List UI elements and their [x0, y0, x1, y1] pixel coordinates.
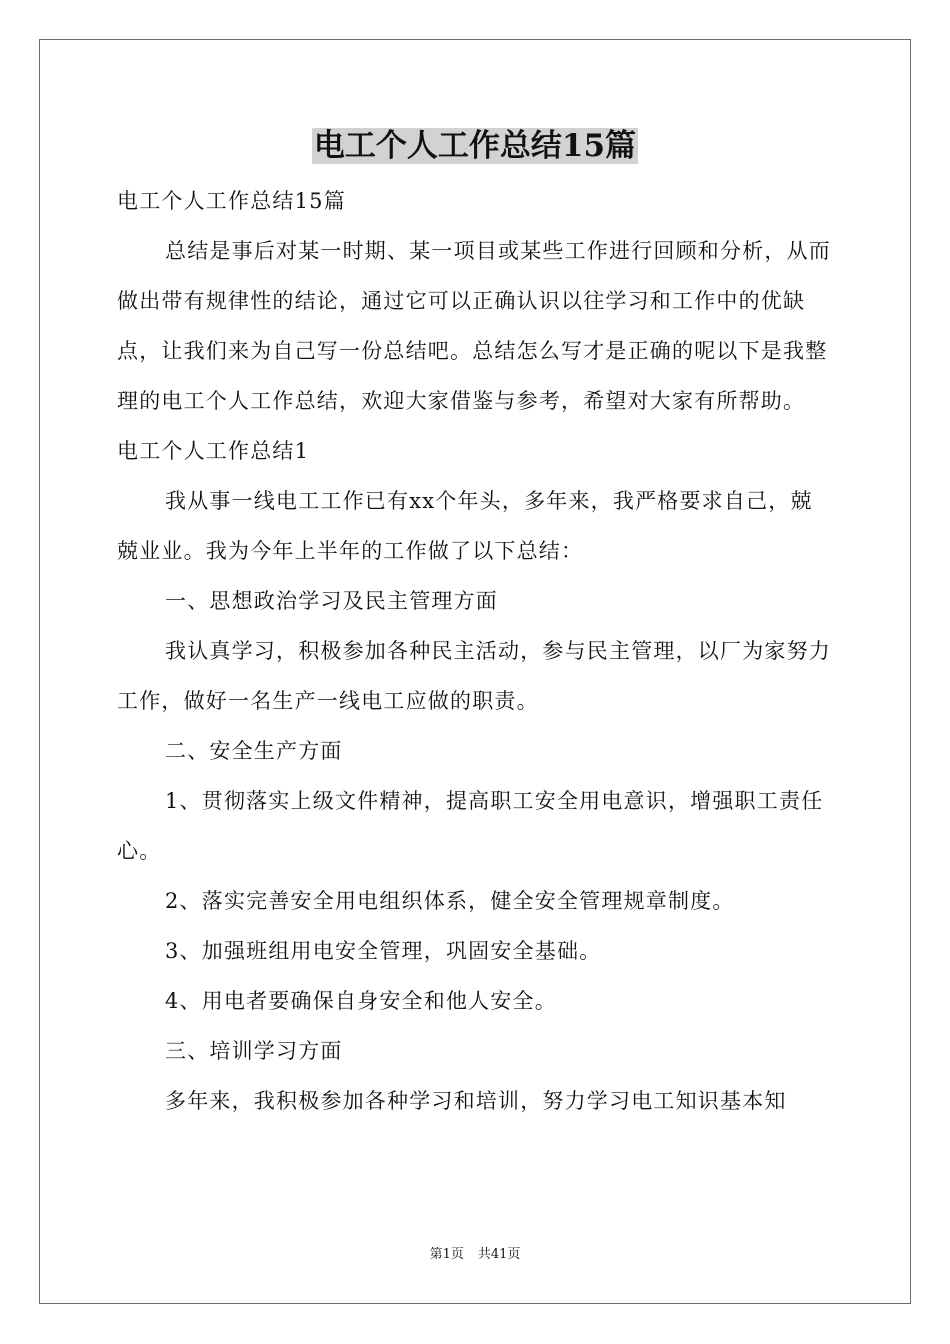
- list-item: 3、加强班组用电安全管理，巩固安全基础。: [165, 939, 602, 963]
- document-title-text: 电工个人工作总结15篇: [313, 128, 637, 164]
- paragraph: 我认真学习，积极参加各种民主活动，参与民主管理，以厂为家努力工作，做好一名生产一线电工应做的职责。: [117, 639, 831, 713]
- paragraph-intro: 总结是事后对某一时期、某一项目或某些工作进行回顾和分析，从而做出带有规律性的结论，通过它可以正确认识以往学习和工作中的优缺点，让我们来为自己写一份总结吧。总结怎么写才是正确的呢以下是我整理的电工个人工作总结，欢迎大家借鉴与参考，希望对大家有所帮助。: [117, 239, 831, 413]
- document-title: [0, 124, 950, 168]
- document-body: [117, 176, 833, 1126]
- paragraph-subtitle: 电工个人工作总结15篇: [117, 189, 346, 213]
- section-heading-1: 电工个人工作总结1: [117, 439, 310, 463]
- list-item: 1、贯彻落实上级文件精神，提高职工安全用电意识，增强职工责任心。: [117, 789, 824, 863]
- subsection-heading: 一、思想政治学习及民主管理方面: [165, 589, 498, 613]
- paragraph: 多年来，我积极参加各种学习和培训，努力学习电工知识基本知: [165, 1089, 787, 1113]
- subsection-heading: 二、安全生产方面: [165, 739, 343, 763]
- page-footer: [0, 1245, 950, 1265]
- page-total: 共41页: [477, 1247, 521, 1262]
- page-number: 第1页: [429, 1247, 464, 1262]
- list-item: 4、用电者要确保自身安全和他人安全。: [165, 989, 557, 1013]
- paragraph: 我从事一线电工工作已有xx个年头，多年来，我严格要求自己，兢兢业业。我为今年上半年的工作做了以下总结：: [117, 489, 813, 563]
- subsection-heading: 三、培训学习方面: [165, 1039, 343, 1063]
- list-item: 2、落实完善安全用电组织体系，健全安全管理规章制度。: [165, 889, 735, 913]
